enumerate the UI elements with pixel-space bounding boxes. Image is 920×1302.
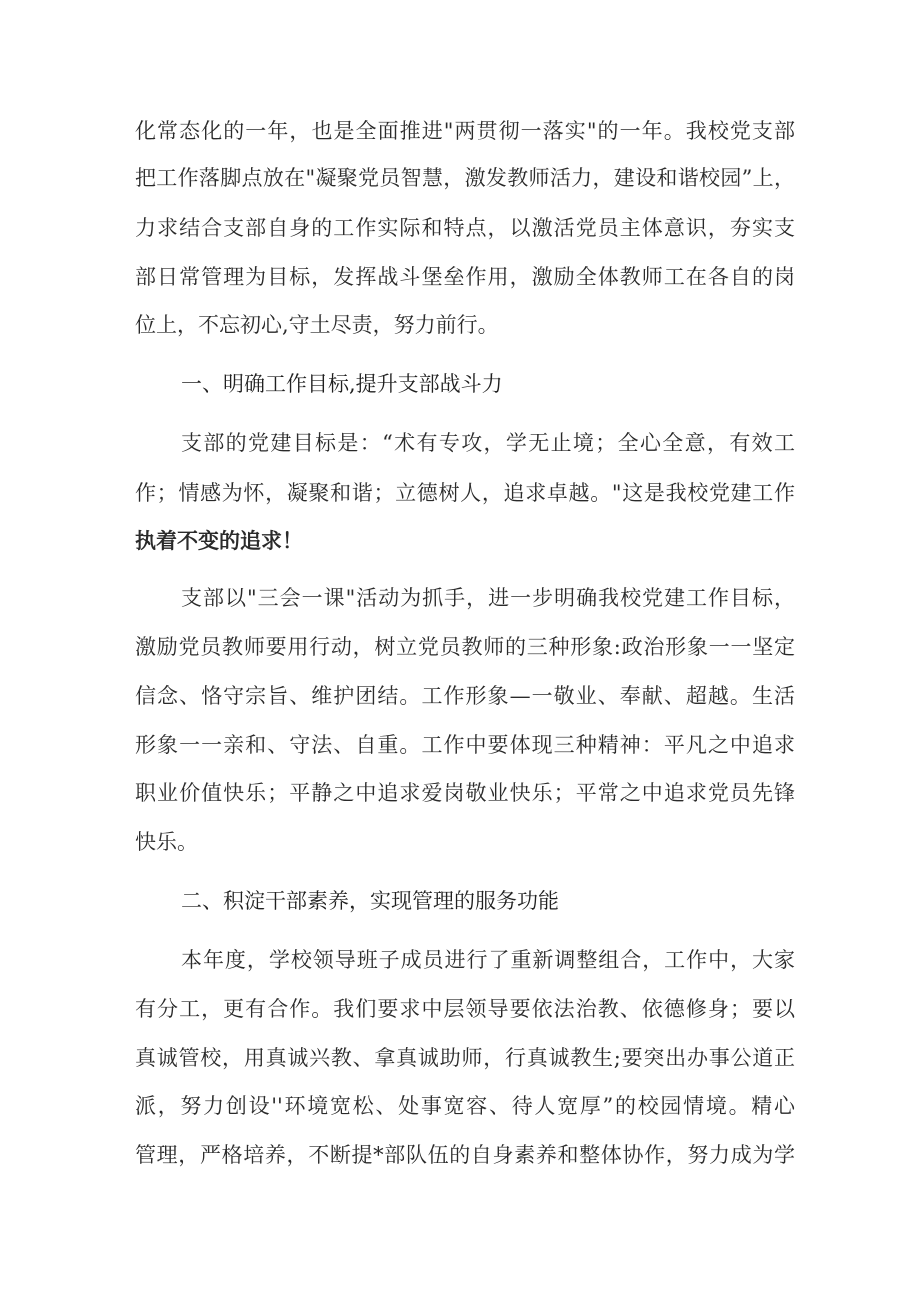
- paragraph-line: 力求结合支部自身的工作实际和特点，以激活党员主体意识，夯实支: [135, 216, 795, 240]
- paragraph-line: 有分工，更有合作。我们要求中层领导要依法治教、依德修身；要以: [135, 997, 795, 1021]
- paragraph-line: 执着不变的追求！: [135, 528, 303, 553]
- paragraph-line: 部日常管理为目标，发挥战斗堡垒作用，激励全体教师工在各自的岗: [135, 265, 795, 289]
- paragraph-line: 激励党员教师要用行动，树立党员教师的三种形象:政治形象一一坚定: [135, 635, 795, 659]
- paragraph-line: 管理，严格培养，不断提*部队伍的自身素养和整体协作，努力成为学: [135, 1143, 795, 1167]
- paragraph-line: 快乐。: [135, 830, 198, 854]
- paragraph-line: 真诚管校，用真诚兴教、拿真诚助师，行真诚教生;要突出办事公道正: [135, 1046, 795, 1070]
- paragraph-line: 位上，不忘初心,守土尽责，努力前行。: [135, 313, 499, 337]
- paragraph-line: 形象一一亲和、守法、自重。工作中要体现三种精神：平凡之中追求: [135, 733, 795, 757]
- paragraph-line: 把工作落脚点放在"凝聚党员智慧，激发教师活力，建设和谐校园”上，: [135, 166, 795, 190]
- paragraph-line: 信念、恪守宗旨、维护团结。工作形象—一敬业、奉献、超越。生活: [135, 684, 795, 708]
- paragraph-line: 本年度，学校领导班子成员进行了重新调整组合，工作中，大家: [181, 948, 795, 972]
- section-heading-2: 二、积淀干部素养，实现管理的服务功能: [181, 889, 559, 913]
- paragraph-line: 化常态化的一年，也是全面推进"两贯彻一落实"的一年。我校党支部: [135, 119, 795, 143]
- paragraph-line: 派，努力创设''环境宽松、处事宽容、待人宽厚”的校园情境。精心: [135, 1094, 795, 1118]
- section-heading-1: 一、明确工作目标,提升支部战斗力: [181, 372, 503, 396]
- paragraph-line: 作；情感为怀，凝聚和谐；立德树人，追求卓越。"这是我校党建工作: [135, 481, 795, 505]
- paragraph-line: 支部以"三会一课"活动为抓手，进一步明确我校党建工作目标，: [181, 586, 795, 610]
- paragraph-line: 支部的党建目标是：“术有专攻，学无止境；全心全意，有效工: [181, 431, 795, 455]
- paragraph-line: 职业价值快乐；平静之中追求爱岗敬业快乐；平常之中追求党员先锋: [135, 781, 795, 805]
